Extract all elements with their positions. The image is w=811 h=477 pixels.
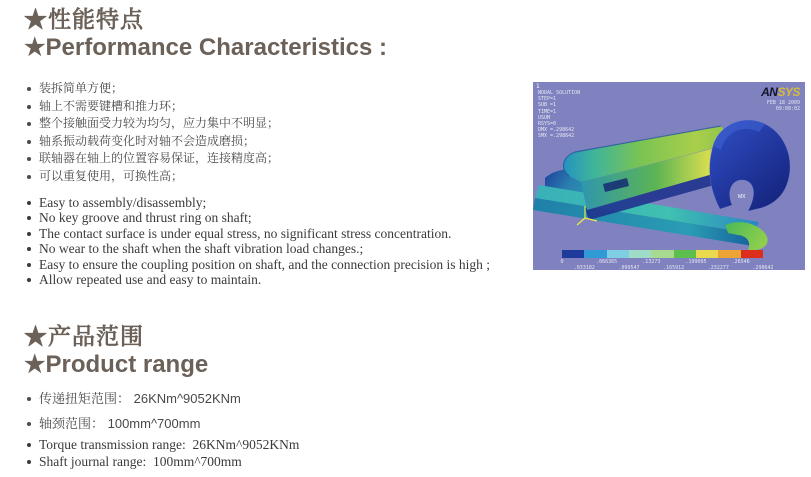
list-item: 轴上不需要键槽和推力环； — [26, 98, 279, 116]
list-item: Easy to ensure the coupling position on shaft, and the connection precision is high ; — [26, 257, 490, 272]
legend-label: .298642 — [752, 265, 774, 271]
legend-segment — [629, 250, 651, 258]
performance-heading-cn: ★性能特点 — [24, 6, 144, 32]
legend-segment — [718, 250, 740, 258]
list-item: 装拆简单方便； — [26, 80, 279, 98]
legend-label: .066365 — [596, 259, 618, 265]
list-item: 可以重复使用，可换性高； — [26, 168, 279, 186]
list-item: STEP=1 — [538, 96, 557, 103]
product-range-heading-block — [24, 322, 208, 378]
list-item: SMX =.298642 — [538, 133, 575, 140]
legend-segment — [584, 250, 606, 258]
product-range-bullets-cn — [26, 386, 241, 436]
fea-simulation-image — [533, 82, 805, 270]
legend-segment — [696, 250, 718, 258]
legend-label: .13273 — [642, 259, 661, 265]
list-item: No key groove and thrust ring on shaft; — [26, 210, 490, 225]
max-marker-label: MX — [738, 194, 746, 200]
legend-label: 0 — [560, 259, 564, 265]
ansys-logo-sys: SYS — [777, 85, 800, 99]
list-item: 轴颈范围： 100mm^700mm — [26, 411, 241, 436]
legend-segment — [741, 250, 763, 258]
product-range-bullets-en — [26, 436, 299, 470]
list-item: 09:08:02 — [775, 106, 800, 112]
legend-label: .26546 — [731, 259, 750, 265]
list-item: 联轴器在轴上的位置容易保证，连接精度高； — [26, 150, 279, 168]
performance-heading-en: ★Performance Characteristics : — [24, 34, 387, 61]
ansys-logo-an: AN — [761, 85, 778, 99]
list-item: Torque transmission range: 26KNm^9052KNm — [26, 436, 299, 453]
legend-segment — [674, 250, 696, 258]
fea-model-render — [533, 82, 805, 270]
product-range-heading-en: ★Product range — [24, 351, 209, 378]
list-item: NODAL SOLUTION — [538, 90, 581, 96]
list-item: 轴系振动载荷变化时对轴不会造成磨损； — [26, 133, 279, 151]
list-item: DMX =.298642 — [538, 127, 575, 134]
legend-label: .099547 — [618, 265, 640, 271]
performance-heading-block — [24, 5, 387, 61]
legend-labels — [533, 259, 805, 271]
performance-bullets-cn — [26, 80, 279, 185]
legend-segment — [607, 250, 629, 258]
performance-bullets-en — [26, 195, 490, 287]
list-item: 整个接触面受力较为均匀，应力集中不明显； — [26, 115, 279, 133]
list-item: Easy to assembly/disassembly; — [26, 195, 490, 210]
list-item: SUB =1 — [538, 102, 557, 109]
list-item: Shaft journal range: 100mm^700mm — [26, 453, 299, 470]
list-item: RSYS=0 — [538, 121, 557, 128]
list-item: USUM — [538, 114, 551, 121]
legend-label: .033182 — [573, 265, 595, 271]
legend-segment — [651, 250, 673, 258]
list-item: The contact surface is under equal stress, no significant stress concentration. — [26, 226, 490, 241]
legend-segment — [562, 250, 584, 258]
list-item: TIME=1 — [538, 108, 557, 115]
legend-label: .232277 — [707, 265, 729, 271]
list-item: FEB 18 2009 — [766, 100, 800, 106]
list-item: 传递扭矩范围： 26KNm^9052KNm — [26, 386, 241, 411]
legend-label: .165912 — [663, 265, 685, 271]
list-item: Allow repeated use and easy to maintain. — [26, 272, 490, 287]
list-item: No wear to the shaft when the shaft vibration load changes.; — [26, 241, 490, 256]
legend-bar — [562, 250, 763, 258]
product-range-heading-cn: ★产品范围 — [24, 323, 144, 349]
legend-label: .199095 — [685, 259, 707, 265]
ansys-window-number: 1 — [536, 83, 540, 90]
